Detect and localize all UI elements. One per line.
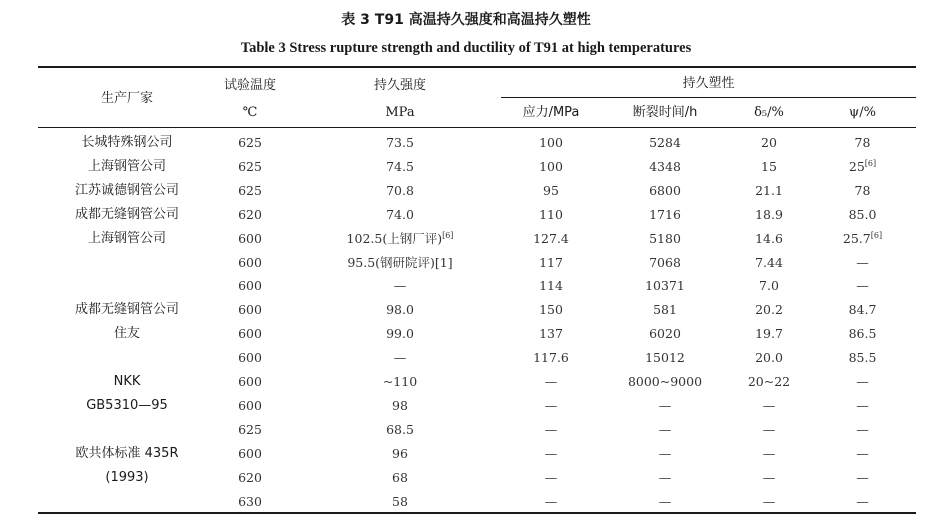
cell-value: 620: [238, 206, 262, 222]
cell-value: 5180: [649, 230, 681, 246]
cell-reduction: [809, 158, 916, 176]
cell-stress: [501, 301, 601, 319]
cell-value: —: [762, 397, 776, 413]
cell-value: —: [544, 397, 558, 413]
cell-manufacturer: [38, 134, 216, 152]
cell-stress: [501, 158, 601, 176]
cell-value: 137: [539, 326, 563, 342]
cell-rupture-strength: [300, 445, 500, 463]
cell-value: 欧共体标准 435R: [75, 445, 179, 461]
cell-manufacturer: [38, 254, 216, 272]
cell-manufacturer: [38, 206, 216, 224]
header-stress: 应力/MPa: [522, 105, 580, 120]
cell-reduction: [809, 301, 916, 319]
cell-rupture-time: [601, 397, 729, 415]
cell-manufacturer: [38, 325, 216, 343]
cell-value: GB5310—95: [86, 397, 168, 413]
cell-value: —: [856, 397, 869, 413]
header-rupture-time: 断裂时间/h: [632, 105, 698, 120]
cell-value: 127.4: [533, 230, 569, 246]
cell-value: 78: [854, 182, 871, 198]
cell-manufacturer: [38, 182, 216, 200]
reference-mark: [6]: [442, 230, 454, 240]
cell-value: 581: [653, 302, 677, 318]
cell-reduction: [809, 421, 916, 439]
cell-stress: [501, 421, 601, 439]
cell-temperature: [216, 277, 284, 295]
cell-value: 20.2: [755, 302, 783, 318]
reference-mark: [6]: [864, 158, 877, 168]
cell-rupture-time: [601, 469, 729, 487]
cell-elongation: [729, 469, 809, 487]
header-manufacturer: 生产厂家: [100, 91, 153, 106]
cell-value: 600: [238, 350, 262, 366]
cell-rupture-strength: [300, 397, 500, 415]
cell-reduction: [809, 349, 916, 367]
cell-manufacturer: [38, 445, 216, 463]
cell-rupture-time: [601, 493, 729, 511]
cell-value: 4348: [649, 158, 681, 174]
cell-elongation: [729, 445, 809, 463]
cell-value: ~110: [382, 374, 418, 389]
cell-rupture-time: [601, 182, 729, 200]
cell-rupture-time: [601, 325, 729, 343]
cell-temperature: [216, 134, 284, 152]
cell-value: 600: [238, 230, 262, 246]
cell-value: 150: [539, 302, 563, 318]
cell-value: 117.6: [533, 350, 569, 366]
cell-temperature: [216, 445, 284, 463]
cell-elongation: [729, 301, 809, 319]
cell-rupture-strength: [300, 493, 500, 511]
cell-rupture-strength: [300, 206, 500, 224]
cell-rupture-time: [601, 349, 729, 367]
cell-value: NKK: [113, 374, 141, 389]
cell-value: 100: [539, 158, 563, 174]
cell-temperature: [216, 493, 284, 511]
cell-value: 102.5(上钢厂评): [346, 230, 443, 246]
cell-value: 78: [854, 135, 871, 150]
cell-stress: [501, 469, 601, 487]
cell-elongation: [729, 158, 809, 176]
cell-reduction: [809, 206, 916, 224]
cell-rupture-strength: [300, 182, 500, 200]
cell-value: —: [658, 469, 672, 485]
cell-manufacturer: [38, 301, 216, 319]
cell-value: 600: [238, 326, 262, 342]
cell-value: 84.7: [848, 302, 877, 318]
cell-value: 95.5(钢研院评)[1]: [347, 254, 453, 270]
table-title-english: Table 3 Stress rupture strength and ductility of T91 at high temperatures: [240, 40, 692, 56]
header-rupture-ductility: 持久塑性: [682, 76, 735, 91]
cell-value: 98: [392, 397, 408, 413]
cell-value: 600: [238, 254, 262, 270]
cell-value: —: [393, 350, 407, 366]
cell-value: 20.0: [755, 350, 783, 366]
cell-rupture-strength: [300, 301, 500, 319]
cell-rupture-time: [601, 134, 729, 152]
cell-value: 117: [539, 254, 563, 270]
cell-temperature: [216, 349, 284, 367]
cell-elongation: [729, 349, 809, 367]
cell-value: 85.0: [848, 206, 877, 222]
cell-elongation: [729, 230, 809, 248]
cell-temperature: [216, 421, 284, 439]
cell-value: —: [544, 493, 558, 509]
cell-value: —: [856, 493, 869, 509]
cell-value: —: [658, 445, 672, 461]
cell-value: 25: [848, 158, 865, 174]
cell-value: 600: [238, 374, 262, 389]
cell-value: 74.0: [386, 206, 414, 222]
cell-value: 7.0: [759, 278, 779, 294]
cell-value: —: [856, 278, 869, 294]
cell-stress: [501, 373, 601, 391]
cell-value: 8000~9000: [627, 374, 703, 389]
cell-temperature: [216, 182, 284, 200]
cell-value: 上海钢管公司: [87, 158, 166, 174]
cell-temperature: [216, 469, 284, 487]
cell-value: 600: [238, 397, 262, 413]
cell-reduction: [809, 134, 916, 152]
cell-rupture-time: [601, 301, 729, 319]
cell-elongation: [729, 397, 809, 415]
cell-value: —: [658, 493, 672, 509]
header-rupture-strength-unit: MPa: [385, 105, 415, 120]
cell-rupture-time: [601, 254, 729, 272]
cell-temperature: [216, 373, 284, 391]
cell-stress: [501, 182, 601, 200]
cell-value: 600: [238, 302, 262, 318]
cell-rupture-strength: [300, 134, 500, 152]
cell-value: —: [856, 421, 869, 437]
cell-reduction: [809, 445, 916, 463]
cell-value: 18.9: [755, 206, 783, 222]
cell-elongation: [729, 182, 809, 200]
cell-value: 95: [543, 182, 559, 198]
cell-stress: [501, 445, 601, 463]
cell-reduction: [809, 493, 916, 511]
cell-elongation: [729, 206, 809, 224]
cell-value: —: [762, 469, 776, 485]
cell-elongation: [729, 493, 809, 511]
cell-rupture-time: [601, 158, 729, 176]
cell-rupture-time: [601, 445, 729, 463]
cell-temperature: [216, 254, 284, 272]
cell-value: 625: [238, 135, 262, 150]
cell-value: —: [658, 397, 672, 413]
cell-value: 7068: [649, 254, 681, 270]
cell-value: 上海钢管公司: [87, 230, 166, 246]
cell-value: 68.5: [386, 421, 414, 437]
cell-value: 6020: [649, 326, 681, 342]
cell-rupture-strength: [300, 469, 500, 487]
cell-value: 620: [238, 469, 262, 485]
cell-elongation: [729, 134, 809, 152]
cell-elongation: [729, 254, 809, 272]
cell-temperature: [216, 325, 284, 343]
cell-rupture-time: [601, 277, 729, 295]
cell-value: 15012: [645, 350, 685, 366]
cell-rupture-strength: [300, 230, 500, 248]
cell-value: —: [393, 278, 407, 294]
cell-value: 100: [539, 135, 563, 150]
cell-value: —: [544, 421, 558, 437]
cell-reduction: [809, 469, 916, 487]
cell-value: —: [856, 254, 869, 270]
cell-value: 住友: [113, 326, 140, 342]
header-rupture-strength: 持久强度: [373, 78, 426, 93]
cell-reduction: [809, 254, 916, 272]
cell-elongation: [729, 421, 809, 439]
cell-value: 625: [238, 158, 262, 174]
cell-rupture-time: [601, 373, 729, 391]
cell-value: (1993): [105, 469, 149, 485]
cell-value: 625: [238, 421, 262, 437]
cell-manufacturer: [38, 421, 216, 439]
cell-rupture-strength: [300, 277, 500, 295]
cell-value: —: [544, 374, 558, 389]
cell-reduction: [809, 182, 916, 200]
cell-manufacturer: [38, 397, 216, 415]
cell-rupture-strength: [300, 325, 500, 343]
bottom-rule: [38, 512, 916, 514]
cell-value: 10371: [645, 278, 685, 294]
cell-stress: [501, 134, 601, 152]
cell-value: 20: [761, 135, 777, 150]
cell-manufacturer: [38, 230, 216, 248]
cell-value: —: [544, 445, 558, 461]
cell-reduction: [809, 277, 916, 295]
cell-value: 625: [238, 182, 262, 198]
cell-value: —: [762, 421, 776, 437]
table-title-chinese: 表 3 T91 高温持久强度和高温持久塑性: [341, 12, 591, 28]
cell-value: 600: [238, 278, 262, 294]
cell-value: —: [762, 445, 776, 461]
cell-value: —: [856, 469, 869, 485]
cell-temperature: [216, 301, 284, 319]
cell-value: 成都无缝钢管公司: [74, 302, 179, 318]
cell-value: 14.6: [755, 230, 783, 246]
cell-value: 99.0: [386, 326, 414, 342]
cell-rupture-time: [601, 206, 729, 224]
cell-rupture-time: [601, 421, 729, 439]
cell-manufacturer: [38, 349, 216, 367]
cell-manufacturer: [38, 493, 216, 511]
cell-stress: [501, 230, 601, 248]
cell-value: 1716: [649, 206, 681, 222]
cell-value: 江苏诚德钢管公司: [74, 182, 179, 198]
cell-value: 110: [539, 206, 563, 222]
header-test-temperature: 试验温度: [223, 78, 276, 93]
cell-stress: [501, 206, 601, 224]
header-elongation-delta5: δ₅/%: [754, 105, 784, 120]
cell-stress: [501, 397, 601, 415]
header-rule: [38, 127, 916, 128]
cell-stress: [501, 493, 601, 511]
cell-rupture-strength: [300, 421, 500, 439]
cell-rupture-time: [601, 230, 729, 248]
reference-mark: [6]: [870, 230, 883, 240]
cell-elongation: [729, 325, 809, 343]
cell-manufacturer: [38, 158, 216, 176]
cell-stress: [501, 349, 601, 367]
cell-manufacturer: [38, 277, 216, 295]
cell-value: 7.44: [755, 254, 783, 270]
cell-value: 74.5: [386, 158, 414, 174]
cell-value: 5284: [649, 135, 681, 150]
cell-value: 21.1: [755, 182, 783, 198]
cell-value: —: [762, 493, 776, 509]
cell-temperature: [216, 158, 284, 176]
cell-reduction: [809, 230, 916, 248]
cell-value: 成都无缝钢管公司: [74, 206, 179, 222]
header-reduction-psi: ψ/%: [849, 105, 876, 120]
cell-reduction: [809, 373, 916, 391]
cell-temperature: [216, 230, 284, 248]
cell-elongation: [729, 373, 809, 391]
cell-value: 25.7: [842, 230, 871, 246]
ductility-sub-rule: [501, 97, 916, 98]
cell-value: 19.7: [755, 326, 783, 342]
cell-value: 114: [539, 278, 563, 294]
cell-value: 96: [392, 445, 408, 461]
cell-reduction: [809, 397, 916, 415]
cell-value: 86.5: [848, 326, 877, 342]
cell-value: —: [856, 374, 869, 389]
cell-rupture-strength: [300, 373, 500, 391]
cell-manufacturer: [38, 469, 216, 487]
cell-stress: [501, 254, 601, 272]
cell-value: —: [856, 445, 869, 461]
header-test-temperature-unit: ℃: [242, 105, 258, 120]
cell-value: 长城特殊钢公司: [81, 135, 173, 150]
cell-value: 6800: [649, 182, 681, 198]
cell-temperature: [216, 397, 284, 415]
cell-rupture-strength: [300, 158, 500, 176]
top-rule: [38, 66, 916, 68]
cell-reduction: [809, 325, 916, 343]
cell-value: 58: [392, 493, 408, 509]
cell-value: 15: [761, 158, 777, 174]
cell-value: 70.8: [386, 182, 414, 198]
cell-value: —: [544, 469, 558, 485]
cell-value: —: [658, 421, 672, 437]
cell-value: 98.0: [386, 302, 414, 318]
cell-elongation: [729, 277, 809, 295]
cell-value: 85.5: [848, 350, 877, 366]
cell-stress: [501, 325, 601, 343]
cell-manufacturer: [38, 373, 216, 391]
cell-value: 600: [238, 445, 262, 461]
cell-temperature: [216, 206, 284, 224]
cell-rupture-strength: [300, 349, 500, 367]
cell-value: 20~22: [747, 374, 791, 389]
cell-rupture-strength: [300, 254, 500, 272]
cell-value: 73.5: [386, 135, 414, 150]
cell-value: 68: [392, 469, 408, 485]
cell-value: 630: [238, 493, 262, 509]
cell-stress: [501, 277, 601, 295]
